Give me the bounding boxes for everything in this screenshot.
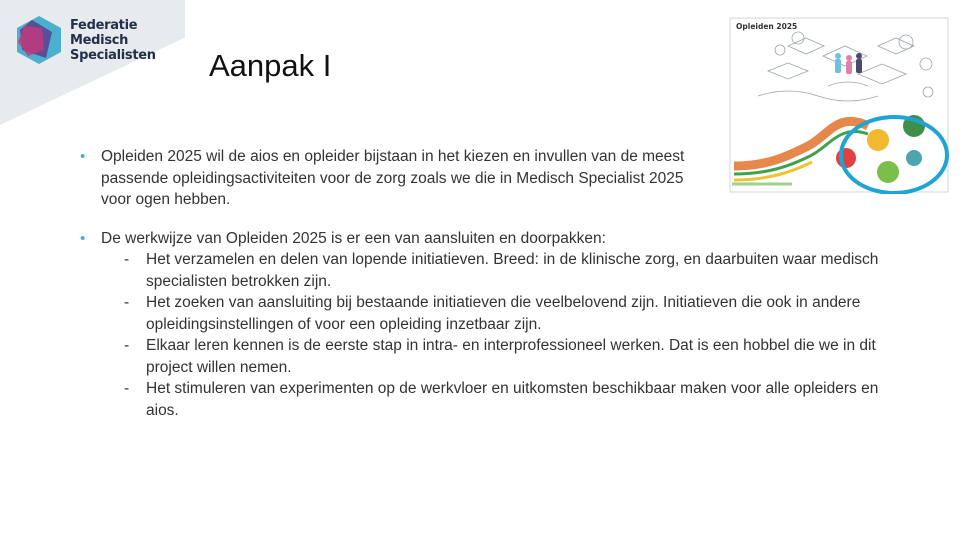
bullet-dot: • bbox=[80, 229, 86, 247]
sub-dash: - bbox=[124, 294, 130, 311]
sub-dash: - bbox=[124, 380, 130, 397]
sub-item-3 bbox=[101, 335, 900, 378]
logo-text bbox=[70, 18, 156, 63]
sub-text: Het stimuleren van experimenten op de werkvloer en uitkomsten beschikbaar maken voor alle opleiders en aios. bbox=[146, 380, 879, 419]
sub-item-1 bbox=[101, 249, 900, 292]
sub-dash: - bbox=[124, 251, 130, 268]
sub-text: Het verzamelen en delen van lopende initiatieven. Breed: in de klinische zorg, en daarbuiten waar medisch specialisten betrokken zijn. bbox=[146, 251, 879, 290]
bullet-text: De werkwijze van Opleiden 2025 is er een van aansluiten en doorpakken: bbox=[101, 229, 606, 247]
logo-line-2: Medisch bbox=[70, 33, 129, 48]
logo-line-1: Federatie bbox=[70, 18, 138, 33]
bullet-dot: • bbox=[80, 148, 86, 165]
logo-line-3: Specialisten bbox=[70, 48, 156, 63]
bullet-text: Opleiden 2025 wil de aios en opleider bijstaan in het kiezen en invullen van de meest passende opleidingsactiviteiten voor de zorg zoals we die in Medisch Specialist 2025 voor ogen hebben. bbox=[101, 148, 685, 208]
sub-text: Elkaar leren kennen is de eerste stap in intra- en interprofessioneel werken. Dat is een hobbel die we in dit project willen nemen. bbox=[146, 337, 876, 376]
bullet-list bbox=[80, 146, 900, 438]
sub-text: Het zoeken van aansluiting bij bestaande initiatieven die veelbelovend zijn. Initiatieven die ook in andere opleidingsinstellingen of voor een opleiding inzetbaar zijn. bbox=[146, 294, 861, 333]
illustration-title: Opleiden 2025 bbox=[736, 22, 798, 31]
sub-dash: - bbox=[124, 337, 130, 354]
federatie-logo-icon bbox=[14, 14, 64, 66]
sub-item-4 bbox=[101, 378, 900, 421]
sub-item-2 bbox=[101, 292, 900, 335]
slide-title: Aanpak I bbox=[209, 48, 332, 83]
bullet-item-1 bbox=[80, 146, 711, 211]
bullet-item-2 bbox=[80, 228, 900, 422]
